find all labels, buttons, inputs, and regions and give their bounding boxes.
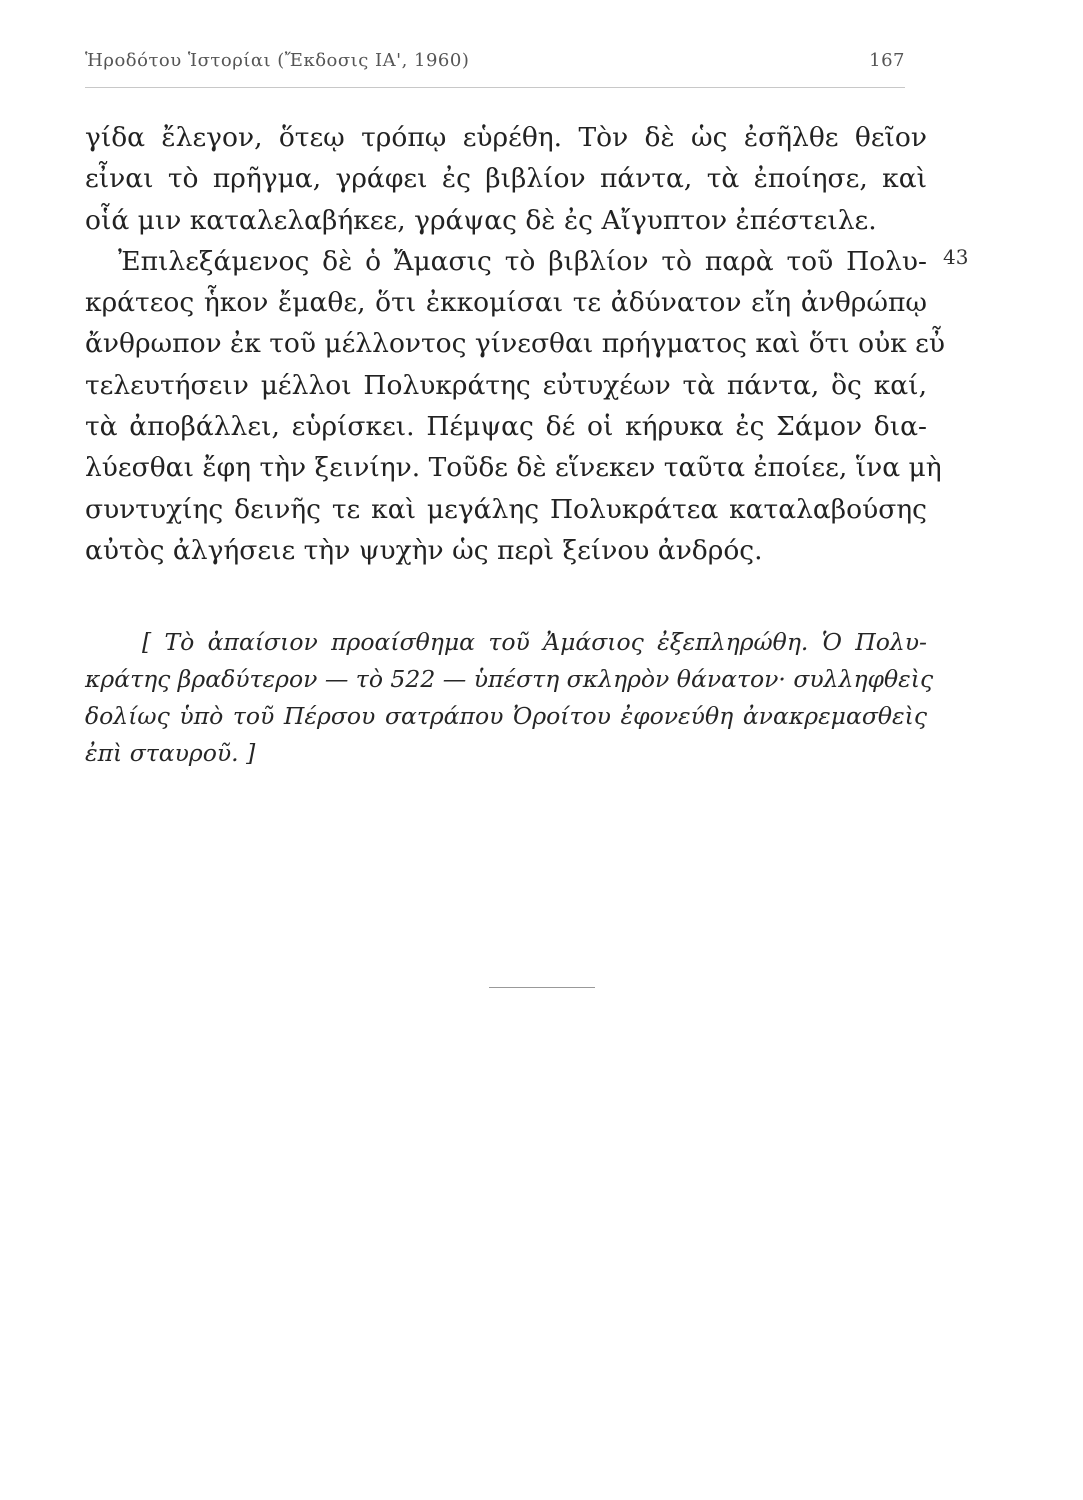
end-divider [489, 987, 595, 988]
commentary-line: δολίως ὑπὸ τοῦ Πέρσου σατράπου Ὀροίτου ἐφονεύθη ἀνακρεμασθεὶς [85, 702, 927, 730]
text-line: τὰ ἀποβάλλει, εὑρίσκει. Πέμψας δέ οἱ κήρυκα ἐς Σάμον δια- [85, 411, 927, 443]
section-number: 43 [943, 245, 969, 269]
text-line: τελευτήσειν μέλλοι Πολυκράτης εὐτυχέων τὰ πάντα, ὃς καί, [85, 369, 927, 401]
running-title: Ἡροδότου Ἱστορίαι (Ἔκδοσις ΙΑ', 1960) [85, 50, 470, 71]
text-line: οἷά μιν καταλελαβήκεε, γράψας δὲ ἐς Αἴγυπτον ἐπέστειλε. [85, 204, 877, 236]
text-line: λύεσθαι ἔφη τὴν ξεινίην. Τοῦδε δὲ εἵνεκεν ταῦτα ἐποίεε, ἵνα μὴ [85, 452, 942, 484]
commentary-line: ἐπὶ σταυροῦ. ] [85, 739, 256, 767]
text-line: Ἐπιλεξάμενος δὲ ὁ Ἄμασις τὸ βιβλίον τὸ παρὰ τοῦ Πολυ- [118, 245, 927, 277]
text-line: συντυχίης δεινῆς τε καὶ μεγάλης Πολυκράτεα καταλαβούσης [85, 493, 927, 525]
running-header [85, 50, 905, 90]
text-line: γίδα ἔλεγον, ὅτεῳ τρόπῳ εὑρέθη. Τὸν δὲ ὡς ἐσῆλθε θεῖον [85, 122, 927, 153]
text-line: ἄνθρωπον ἐκ τοῦ μέλλοντος γίνεσθαι πρήγματος καὶ ὅτι οὐκ εὖ [85, 328, 946, 360]
commentary-line: [ Τὸ ἀπαίσιον προαίσθημα τοῦ Ἀμάσιος ἐξεπληρώθη. Ὁ Πολυ- [142, 628, 927, 656]
page-number: 167 [869, 50, 905, 71]
header-rule [85, 87, 905, 88]
editor-commentary [85, 624, 934, 772]
text-line: εἶναι τὸ πρῆγμα, γράφει ἐς βιβλίον πάντα, τὰ ἐποίησε, καὶ [85, 163, 927, 195]
text-line: κράτεος ἧκον ἔμαθε, ὅτι ἐκκομίσαι τε ἀδύνατον εἴη ἀνθρώπῳ [85, 287, 927, 319]
text-line: αὐτὸς ἀλγήσειε τὴν ψυχὴν ὡς περὶ ξείνου ἀνδρός. [85, 534, 763, 566]
main-text [85, 117, 946, 571]
commentary-line: κράτης βραδύτερον — τὸ 522 — ὑπέστη σκληρὸν θάνατον· συλληφθεὶς [85, 665, 934, 693]
